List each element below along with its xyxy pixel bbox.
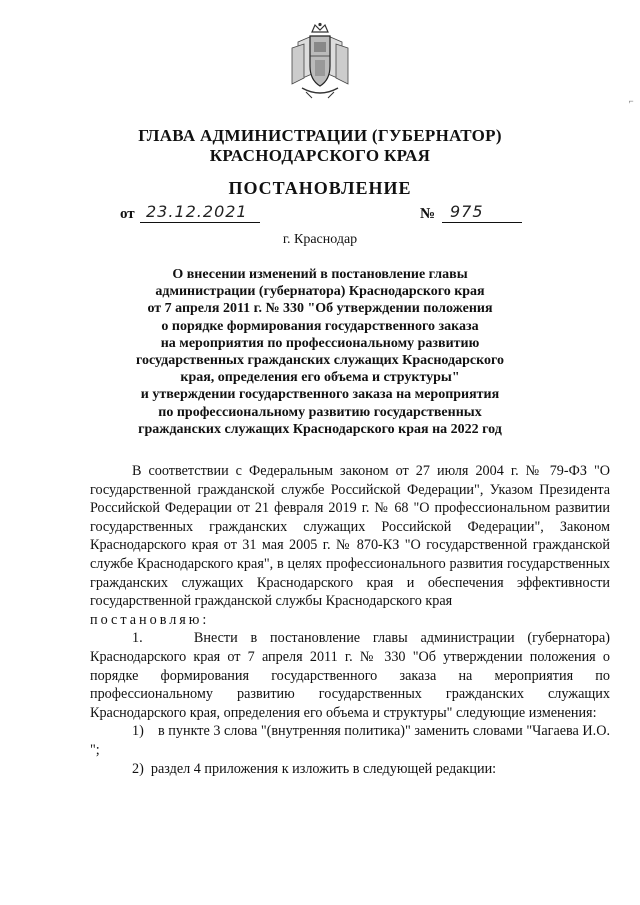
authority-title-line1: ГЛАВА АДМИНИСТРАЦИИ (ГУБЕРНАТОР) [138, 126, 502, 145]
title-line: от 7 апреля 2011 г. № 330 "Об утверждении положения [147, 301, 493, 317]
title-line: и утверждении государственного заказа на мероприятия [140, 387, 500, 403]
item-1-paragraph: 1. Внести в постановление главы администрации (губернатора) Краснодарского края от 7 апреля 2011 г. № 330 "Об утверждении положения о порядке формирования государственного заказа на мероприятия по профессиональному развитию государственных гражданских служащих Краснодарского края, определения его объема и структуры" следующие изменения: [90, 630, 610, 721]
title-line: на мероприятия по профессиональному развитию [160, 335, 480, 351]
subitem-1-paragraph: 1) в пункте 3 слова "(внутренняя политика)" заменить словами "Чагаева И.О. "; [90, 723, 610, 758]
authority-title-line2: КРАСНОДАРСКОГО КРАЯ [209, 146, 431, 165]
title-line: о порядке формирования государственного заказа [161, 318, 479, 334]
city: г. Краснодар [282, 232, 358, 247]
date-underline [140, 222, 260, 223]
number-label: № [420, 206, 436, 222]
title-line: государственных гражданских служащих Краснодарского [136, 353, 504, 369]
date-label: от [120, 206, 135, 222]
title-line: О внесении изменений в постановление главы [172, 267, 468, 282]
subitem-2-paragraph: 2) раздел 4 приложения к изложить в следующей редакции: [132, 760, 497, 777]
preamble-paragraph: В соответствии с Федеральным законом от 27 июля 2004 г. № 79-ФЗ "О государственной гражданской службе Российской Федерации", Указом Президента Российской Федерации от 21 февраля 2019 г. № 68 "О профессиональном развитии государственных гражданских служащих Российской Федерации", Законом Краснодарского края от 31 мая 2005 г. № 870-КЗ "О государственной гражданской службе Краснодарского края", в целях профессионального развития государственных гражданских служащих Краснодарского края и обеспечения эффективности государственной гражданской службы Краснодарского края [90, 463, 610, 610]
document-body [90, 462, 610, 778]
document-type: ПОСТАНОВЛЕНИЕ [228, 178, 412, 198]
coat-of-arms-icon [288, 22, 352, 100]
number-underline [442, 222, 522, 223]
date-number-row [120, 204, 520, 226]
document-title [120, 266, 520, 438]
title-line: края, определения его объема и структуры" [180, 370, 460, 386]
resolve-word: постановляю: [90, 611, 210, 628]
number-value: 975 [450, 202, 484, 221]
title-line: по профессиональному развитию государственных [158, 404, 482, 420]
title-line: гражданских служащих Краснодарского края на 2022 год [138, 421, 502, 437]
scan-edge-mark: ⌐ [626, 96, 636, 106]
date-value: 23.12.2021 [146, 202, 248, 221]
title-line: администрации (губернатора) Краснодарского края [155, 284, 485, 300]
